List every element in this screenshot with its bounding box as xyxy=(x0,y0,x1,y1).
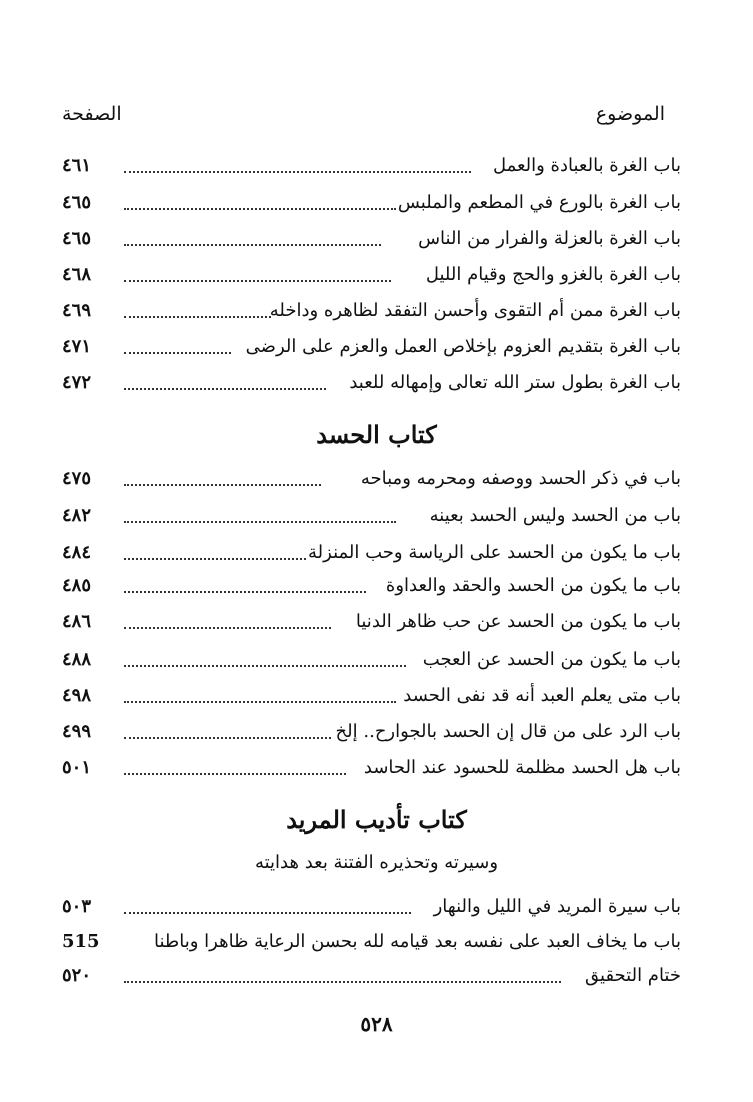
entry-page: ٤٨٦ xyxy=(62,611,92,632)
entry-page: ٤٩٨ xyxy=(62,685,92,706)
leader-dots xyxy=(124,591,366,593)
section-subtitle: وسيرته وتحذيره الفتنة بعد هدايته xyxy=(254,852,499,873)
entry-title: باب متى يعلم العبد أنه قد نفى الحسد xyxy=(403,685,681,706)
toc-entry xyxy=(62,645,681,675)
entry-title: باب في ذكر الحسد ووصفه ومحرمه ومباحه xyxy=(360,468,681,489)
toc-entry xyxy=(62,892,681,922)
toc-entry xyxy=(62,224,681,254)
leader-dots xyxy=(124,981,561,983)
entry-title: باب الغرة بتقديم العزوم بإخلاص العمل والعزم على الرضى xyxy=(245,336,681,357)
toc-entry xyxy=(62,296,681,326)
toc-entry xyxy=(62,717,681,747)
page-number: ٥٢٨ xyxy=(360,1012,393,1036)
section-heading-disciple: كتاب تأديب المريد xyxy=(286,805,467,834)
entry-title: ختام التحقيق xyxy=(585,965,681,986)
entry-page: ٤٦٥ xyxy=(62,228,92,249)
leader-dots xyxy=(124,737,331,739)
toc-entry xyxy=(62,538,681,568)
entry-page: ٤٩٩ xyxy=(62,721,92,742)
entry-title: باب الغرة ممن أم التقوى وأحسن التفقد لظاهره وداخله xyxy=(269,300,681,321)
leader-dots xyxy=(124,701,396,703)
entry-title: باب الغرة بالغزو والحج وقيام الليل xyxy=(425,264,681,285)
toc-entry xyxy=(62,753,681,783)
leader-dots xyxy=(124,388,326,390)
entry-title: باب الرد على من قال إن الحسد بالجوارح.. إلخ xyxy=(335,721,681,742)
entry-title: باب هل الحسد مظلمة للحسود عند الحاسد xyxy=(363,757,681,778)
entry-page: 515 xyxy=(62,931,100,952)
leader-dots xyxy=(124,627,331,629)
entry-title: باب ما يكون من الحسد عن العجب xyxy=(422,649,681,670)
entry-title: باب الغرة بالورع في المطعم والملبس xyxy=(397,192,681,213)
page-column-header: الصفحة xyxy=(62,103,122,125)
entry-title: باب الغرة بالعزلة والفرار من الناس xyxy=(418,228,681,249)
topic-column-header: الموضوع xyxy=(595,103,665,125)
entry-page: ٤٨٢ xyxy=(62,505,92,526)
entry-page: ٤٦٩ xyxy=(62,300,92,321)
section-heading-envy: كتاب الحسد xyxy=(316,420,437,449)
entry-title: باب الغرة بطول ستر الله تعالى وإمهاله للعبد xyxy=(349,372,681,393)
entry-title: باب سيرة المريد في الليل والنهار xyxy=(433,896,681,917)
toc-entry xyxy=(62,607,681,637)
entry-page: ٤٦٥ xyxy=(62,192,92,213)
leader-dots xyxy=(124,171,471,173)
toc-entry xyxy=(62,332,681,362)
toc-entry xyxy=(62,260,681,290)
leader-dots xyxy=(124,773,346,775)
toc-entry xyxy=(62,501,681,531)
entry-page: ٥٠٣ xyxy=(62,896,92,917)
entry-title: باب ما يكون من الحسد على الرياسة وحب المنزلة xyxy=(308,542,681,563)
toc-entry xyxy=(62,151,681,181)
leader-dots xyxy=(124,352,231,354)
entry-title: باب الغرة بالعبادة والعمل xyxy=(492,155,681,176)
entry-page: ٤٦١ xyxy=(62,155,92,176)
toc-entry xyxy=(62,571,681,601)
entry-title: باب ما يخاف العبد على نفسه بعد قيامه لله بحسن الرعاية ظاهرا وباطنا xyxy=(154,931,681,952)
leader-dots xyxy=(124,558,306,560)
entry-page: ٤٦٨ xyxy=(62,264,92,285)
entry-page: ٥٢٠ xyxy=(62,965,92,986)
toc-entry xyxy=(62,188,681,218)
leader-dots xyxy=(124,316,271,318)
leader-dots xyxy=(124,244,381,246)
entry-page: ٤٨٥ xyxy=(62,575,92,596)
entry-page: ٥٠١ xyxy=(62,757,92,778)
leader-dots xyxy=(124,484,321,486)
toc-entry xyxy=(62,368,681,398)
entry-title: باب من الحسد وليس الحسد بعينه xyxy=(429,505,681,526)
entry-page: ٤٧١ xyxy=(62,336,92,357)
leader-dots xyxy=(124,521,396,523)
entry-title: باب ما يكون من الحسد عن حب ظاهر الدنيا xyxy=(355,611,681,632)
entry-page: ٤٨٨ xyxy=(62,649,92,670)
entry-page: ٤٨٤ xyxy=(62,542,92,563)
leader-dots xyxy=(124,208,396,210)
entry-page: ٤٧٢ xyxy=(62,372,92,393)
leader-dots xyxy=(124,665,406,667)
toc-entry xyxy=(62,927,681,957)
toc-entry xyxy=(62,681,681,711)
toc-entry xyxy=(62,961,681,991)
entry-page: ٤٧٥ xyxy=(62,468,92,489)
leader-dots xyxy=(124,280,391,282)
toc-entry xyxy=(62,464,681,494)
entry-title: باب ما يكون من الحسد والحقد والعداوة xyxy=(385,575,681,596)
leader-dots xyxy=(124,912,411,914)
